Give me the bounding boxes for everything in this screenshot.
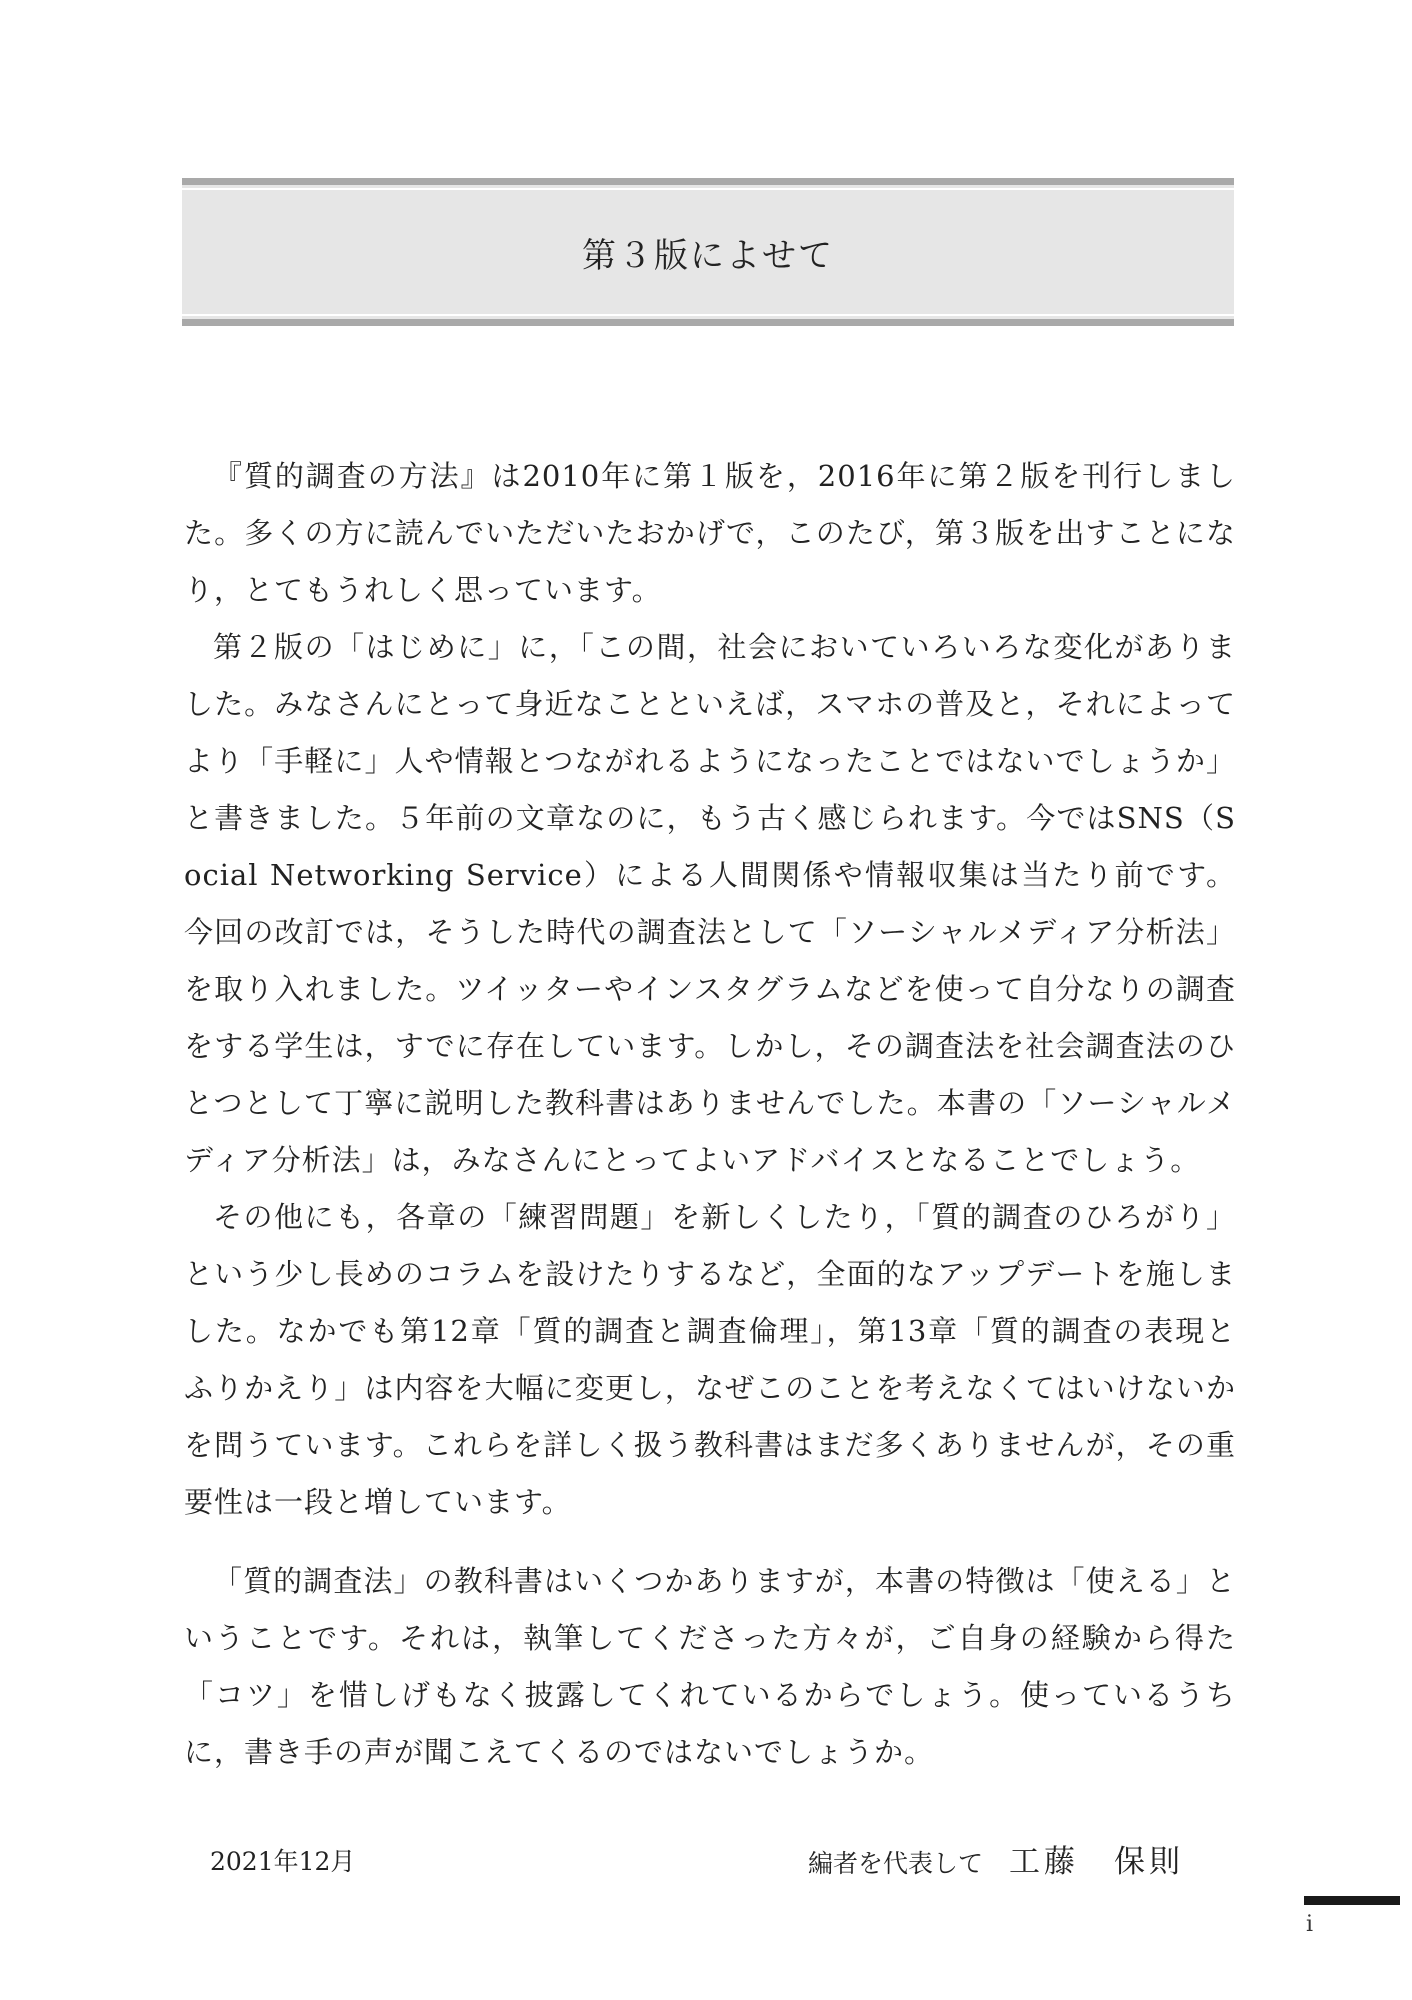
author-name: 工藤 保則 [1009, 1844, 1184, 1880]
page-number: i [1306, 1912, 1314, 1937]
signature-role: 編者を代表して [807, 1849, 983, 1878]
page-title: 第３版によせて [582, 235, 834, 276]
page-marker-bar [1304, 1896, 1400, 1905]
signature [808, 1836, 1184, 1881]
body-text [184, 448, 1236, 1781]
paragraph-3: その他にも，各章の「練習問題」を新しくしたり，「質的調査のひろがり」という少し長めのコラムを設けたりするなど，全面的なアップデートを施しました。なかでも第12章「質的調査と調査倫理」，第13章「質的調査の表現とふりかえり」は内容を大幅に変更し，なぜこのことを考えなくてはいけないかを問うています。これらを詳しく扱う教科書はまだ多くありませんが，その重要性は一段と増しています。 [184, 1200, 1236, 1519]
title-banner [182, 178, 1234, 326]
signature-block [184, 1836, 1184, 1880]
date: 2021年12月 [210, 1847, 356, 1876]
paragraph-1: 『質的調査の方法』は2010年に第１版を，2016年に第２版を刊行しました。多くの方に読んでいただいたおかげで，このたび，第３版を出すことになり，とてもうれしく思っています。 [184, 459, 1236, 607]
paragraph-2: 第２版の「はじめに」に，「この間，社会においていろいろな変化がありました。みなさんにとって身近なことといえば，スマホの普及と，それによってより「手軽に」人や情報とつながれるようになったことではないでしょうか」と書きました。５年前の文章なのに，もう古く感じられます。今ではSNS（Social Networking Service）による人間関係や情報収集は当たり前です。今回の改訂では，そうした時代の調査法として「ソーシャルメディア分析法」を取り入れました。ツイッターやインスタグラムなどを使って自分なりの調査をする学生は，すでに存在しています。しかし，その調査法を社会調査法のひとつとして丁寧に説明した教科書はありませんでした。本書の「ソーシャルメディア分析法」は，みなさんにとってよいアドバイスとなることでしょう。 [184, 630, 1236, 1177]
paragraph-4: 「質的調査法」の教科書はいくつかありますが，本書の特徴は「使える」ということです。それは，執筆してくださった方々が，ご自身の経験から得た「コツ」を惜しげもなく披露してくれているからでしょう。使っているうちに，書き手の声が聞こえてくるのではないでしょうか。 [184, 1564, 1236, 1769]
